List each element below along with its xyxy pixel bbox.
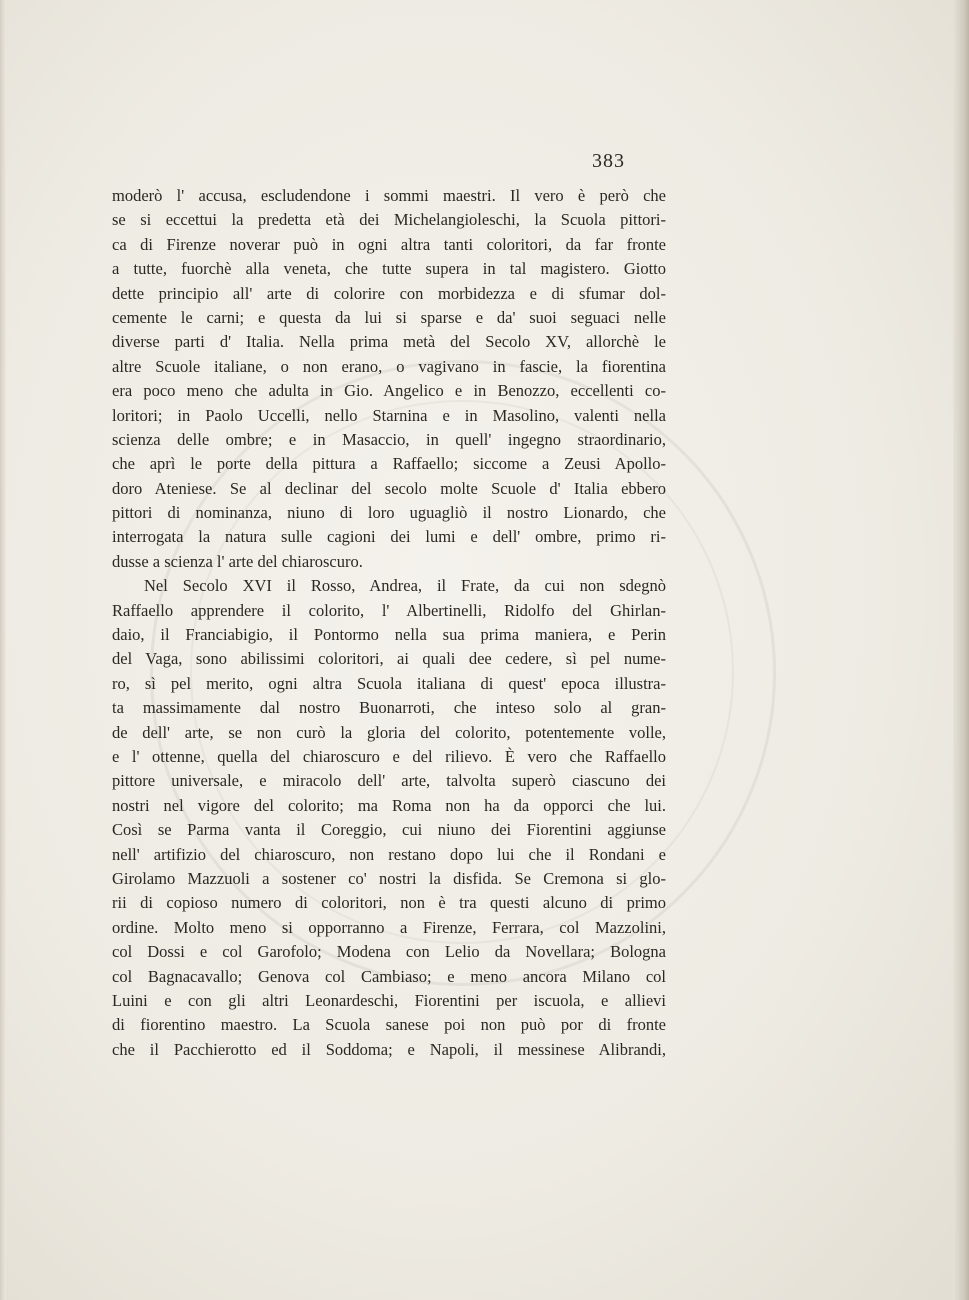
text-line: scienza delle ombre; e in Masaccio, in quell' ingegno straordinario, [112,429,666,449]
text-line: e l' ottenne, quella del chiaroscuro e del rilievo. È vero che Raffaello [112,746,666,766]
text-line: ta massimamente dal nostro Buonarroti, che inteso solo al gran- [112,698,666,718]
text-line: Così se Parma vanta il Coreggio, cui niuno dei Fiorentini aggiunse [112,820,666,840]
text-line: doro Ateniese. Se al declinar del secolo molte Scuole d' Italia ebbero [112,478,666,498]
paragraph-1 [112,184,666,574]
body-text [112,184,666,1062]
text-line: che il Pacchierotto ed il Soddoma; e Napoli, il messinese Alibrandi, [112,1039,666,1059]
text-line: de dell' arte, se non curò la gloria del colorito, potentemente volle, [112,722,666,742]
text-line: ro, sì pel merito, ogni altra Scuola italiana di quest' epoca illustra- [112,673,666,693]
paragraph-2 [112,574,666,1062]
text-line: Nel Secolo XVI il Rosso, Andrea, il Frate, da cui non sdegnò [144,576,666,596]
text-line: se si eccettui la predetta età dei Michelangioleschi, la Scuola pittori- [112,210,666,230]
text-line: Girolamo Mazzuoli a sostener co' nostri la disfida. Se Cremona si glo- [112,868,666,888]
text-line: daio, il Franciabigio, il Pontormo nella sua prima maniera, e Perin [112,625,666,645]
text-line: di fiorentino maestro. La Scuola sanese poi non può por di fronte [112,1015,666,1035]
text-line: cemente le carni; e questa da lui si sparse e da' suoi seguaci nelle [112,307,666,327]
text-line: dette principio all' arte di colorire con morbidezza e di sfumar dol- [112,283,666,303]
text-line: del Vaga, sono abilissimi coloritori, ai quali dee cedere, sì pel nume- [112,649,666,669]
page-number: 383 [592,150,625,172]
text-line: a tutte, fuorchè alla veneta, che tutte supera in tal magistero. Giotto [112,259,666,279]
text-line: Luini e con gli altri Leonardeschi, Fiorentini per iscuola, e allievi [112,990,666,1010]
page-right-edge [953,0,969,1300]
text-line: loritori; in Paolo Uccelli, nello Starnina e in Masolino, valenti nella [112,405,666,425]
text-line: col Dossi e col Garofolo; Modena con Lelio da Novellara; Bologna [112,942,666,962]
text-line: nell' artifizio del chiaroscuro, non restano dopo lui che il Rondani e [112,844,666,864]
text-line: altre Scuole italiane, o non erano, o vagivano in fascie, la fiorentina [112,356,666,376]
text-line: nostri nel vigore del colorito; ma Roma non ha da opporci che lui. [112,795,666,815]
text-line: ca di Firenze noverar può in ogni altra tanti coloritori, da far fronte [112,234,666,254]
text-line: moderò l' accusa, escludendone i sommi maestri. Il vero è però che [112,186,666,205]
text-line: interrogata la natura sulle cagioni dei lumi e dell' ombre, primo ri- [112,527,666,547]
text-line: pittore universale, e miracolo dell' arte, talvolta superò ciascuno dei [112,771,666,791]
text-line: pittori di nominanza, niuno di loro uguagliò il nostro Lionardo, che [112,503,666,523]
text-line: era poco meno che adulta in Gio. Angelico e in Benozzo, eccellenti co- [112,381,666,401]
text-line: ordine. Molto meno si opporranno a Firenze, Ferrara, col Mazzolini, [112,917,666,937]
text-line: rii di copioso numero di coloritori, non è tra questi alcuno di primo [112,893,666,913]
text-line: che aprì le porte della pittura a Raffaello; siccome a Zeusi Apollo- [112,454,666,474]
text-line: diverse parti d' Italia. Nella prima metà del Secolo XV, allorchè le [112,332,666,352]
text-line: col Bagnacavallo; Genova col Cambiaso; e meno ancora Milano col [112,966,666,986]
text-line: dusse a scienza l' arte del chiaroscuro. [112,551,363,571]
text-line: Raffaello apprendere il colorito, l' Albertinelli, Ridolfo del Ghirlan- [112,600,666,620]
page-left-edge [0,0,6,1300]
